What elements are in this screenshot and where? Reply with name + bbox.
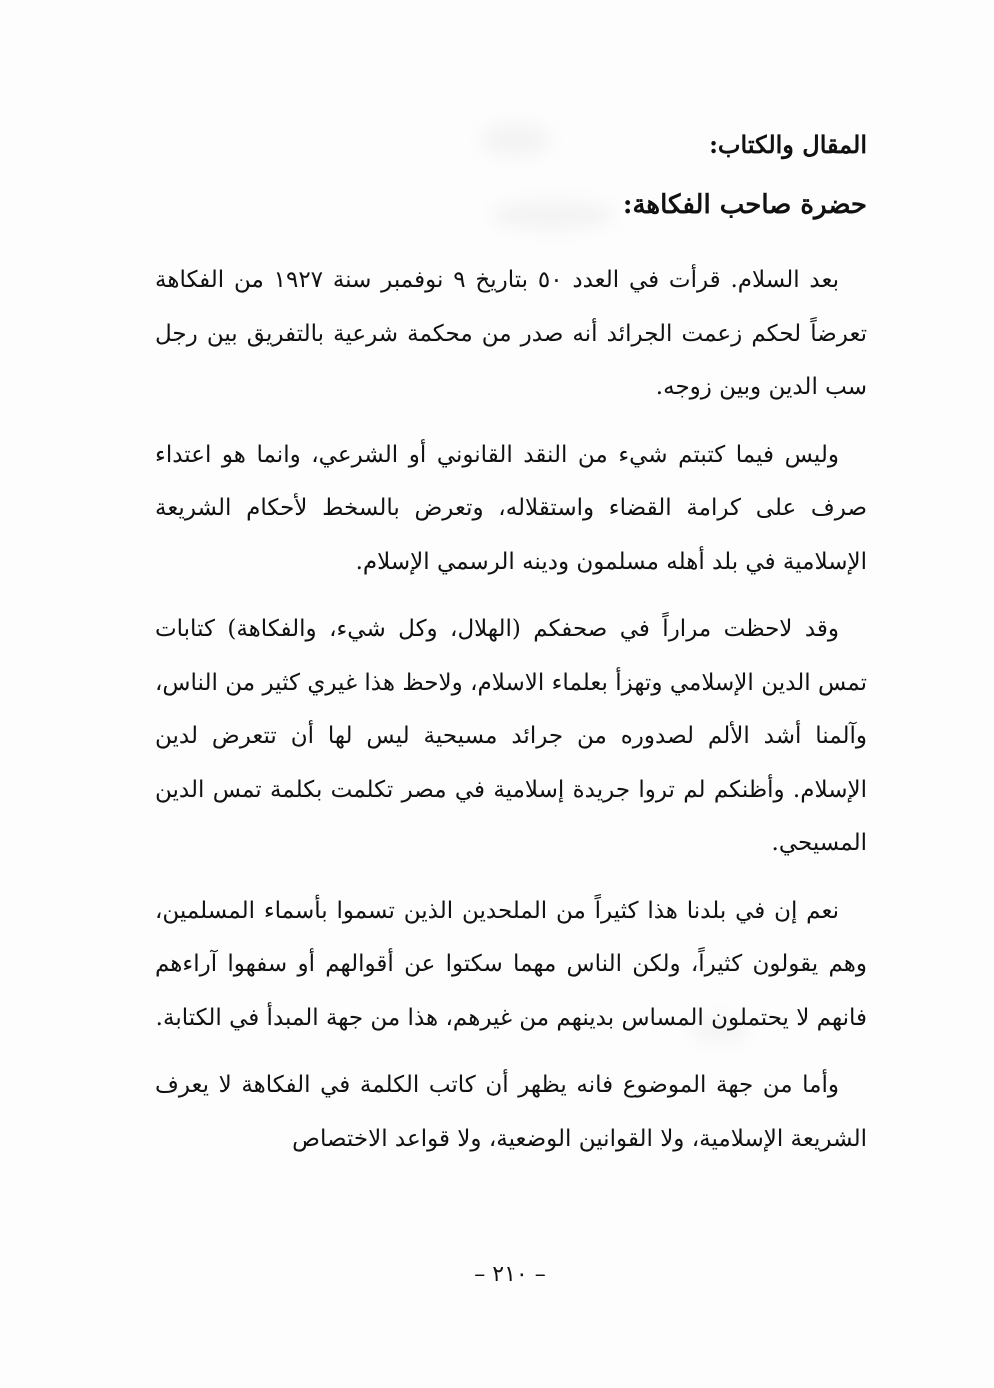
paragraph-1: بعد السلام. قرأت في العدد ٥٠ بتاريخ ٩ نوفمبر سنة ١٩٢٧ من الفكاهة تعرضاً لحكم زعمت الجرائد أنه صدر من محكمة شرعية بالتفريق بين رجل سب الدين وبين زوجه.: [155, 267, 867, 400]
salutation-heading: حضرة صاحب الفكاهة:: [622, 190, 867, 220]
page-number: – ٢١٠ –: [474, 1262, 546, 1287]
article-body: [155, 118, 867, 1166]
paragraph-5: وأما من جهة الموضوع فانه يظهر أن كاتب الكلمة في الفكاهة لا يعرف الشريعة الإسلامية، ولا القوانين الوضعية، ولا قواعد الاختصاص: [155, 1072, 867, 1152]
paragraph-4: نعم إن في بلدنا هذا كثيراً من الملحدين الذين تسموا بأسماء المسلمين، وهم يقولون كثيراً، ولكن الناس مهما سكتوا عن أقوالهم أو سفهوا آراءهم فانهم لا يحتملون المساس بدينهم من غيرهم، هذا من جهة المبدأ في الكتابة.: [155, 897, 867, 1031]
paragraph-3: وقد لاحظت مراراً في صحفكم (الهلال، وكل شيء، والفكاهة) كتابات تمس الدين الإسلامي وتهزأ بعلماء الاسلام، ولاحظ هذا غيري كثير من الناس، وآلمنا أشد الألم لصدوره من جرائد مسيحية ليس لها أن تتعرض لدين الإسلام. وأظنكم لم تروا جريدة إسلامية في مصر تكلمت بكلمة تمس الدين المسيحي.: [155, 616, 867, 856]
section-heading: المقال والكتاب:: [709, 130, 867, 159]
paragraph-2: وليس فيما كتبتم شيء من النقد القانوني أو الشرعي، وانما هو اعتداء صرف على كرامة القضاء واستقلاله، وتعرض بالسخط لأحكام الشريعة الإسلامية في بلد أهله مسلمون ودينه الرسمي الإسلام.: [155, 441, 867, 575]
